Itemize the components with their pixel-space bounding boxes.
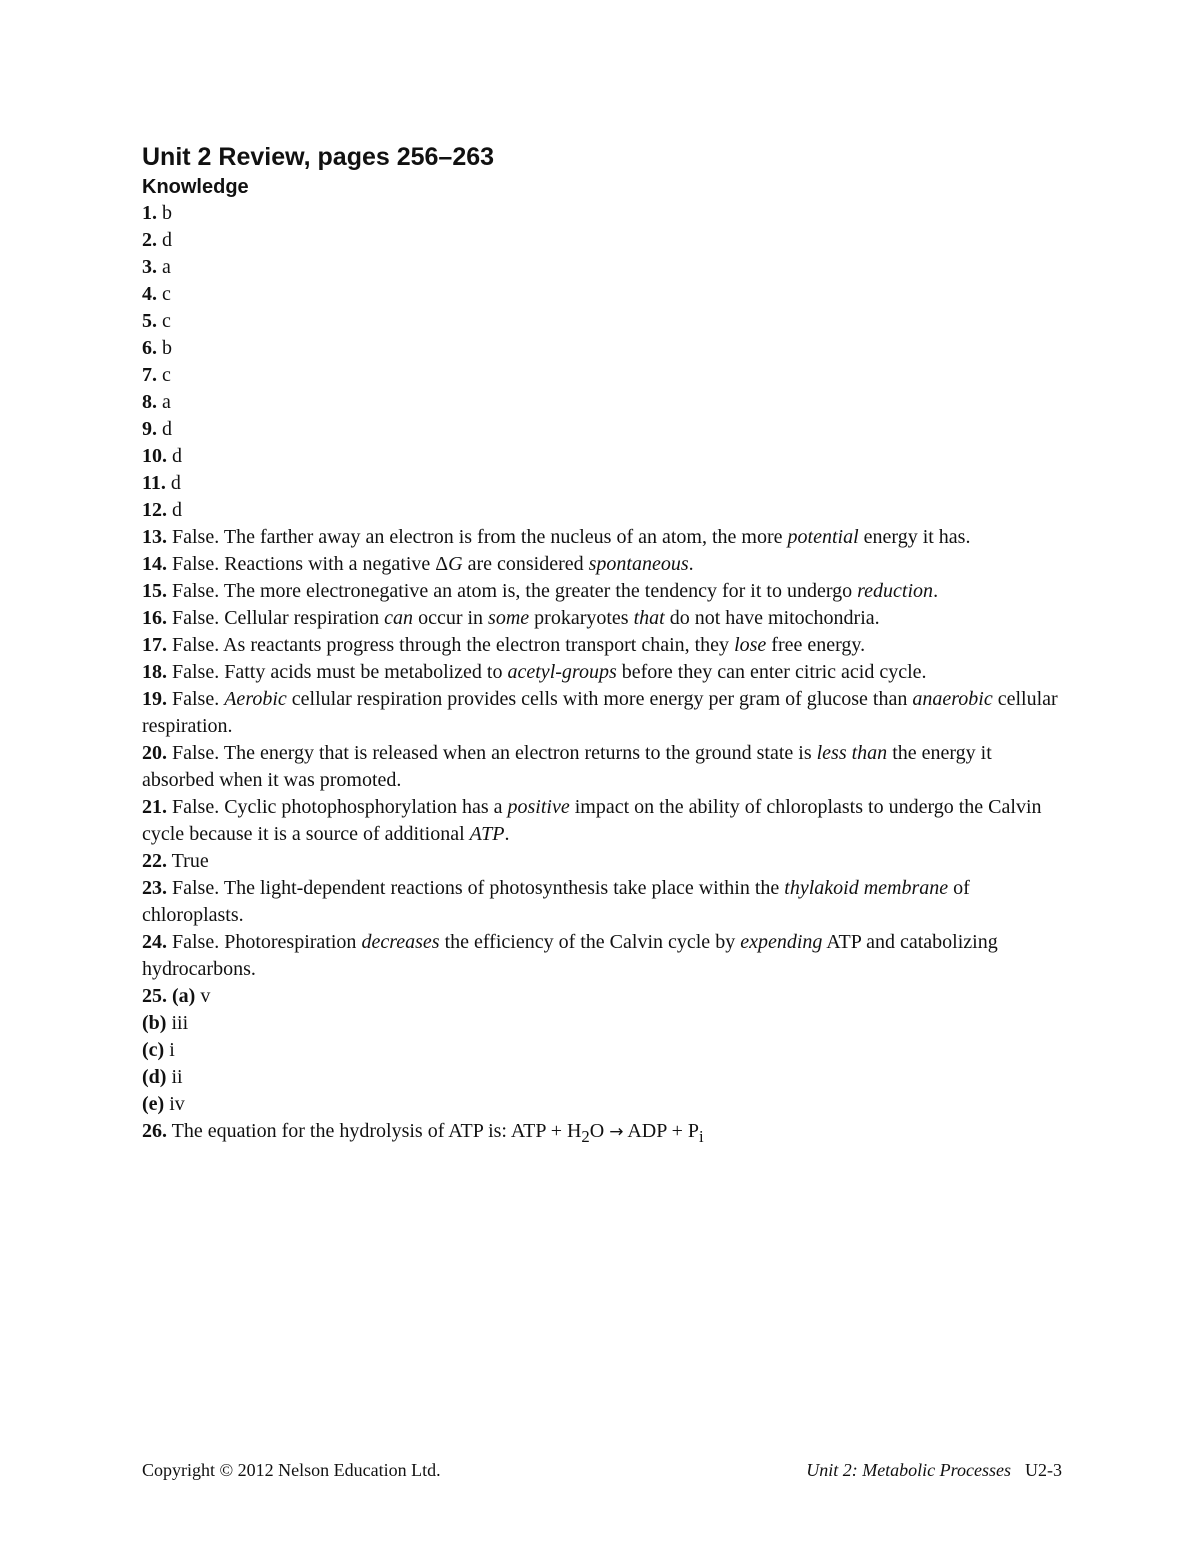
answer-5: 5. c — [142, 310, 171, 332]
answer-7: 7. c — [142, 364, 171, 386]
page-content — [142, 140, 1062, 1150]
answer-25-part: (b) iii — [142, 1012, 189, 1034]
answer-6: 6. b — [142, 337, 172, 359]
answer-1: 1. b — [142, 202, 172, 224]
answer-13: 13. False. The farther away an electron is from the nucleus of an atom, the more potential energy it has. — [142, 526, 971, 548]
answer-25 — [142, 983, 1062, 1118]
answer-24: 24. False. Photorespiration decreases the efficiency of the Calvin cycle by expending ATP and catabolizing hydrocarbons. — [142, 931, 998, 980]
answer-25-part: (c) i — [142, 1039, 175, 1061]
page-label — [806, 1458, 1062, 1482]
answer-14: 14. False. Reactions with a negative ΔG are considered spontaneous. — [142, 553, 694, 575]
short-answer-list — [142, 200, 1062, 524]
answer-23: 23. False. The light-dependent reactions of photosynthesis take place within the thylakoid membrane of chloroplasts. — [142, 877, 970, 926]
answer-3: 3. a — [142, 256, 171, 278]
answer-16: 16. False. Cellular respiration can occur in some prokaryotes that do not have mitochondria. — [142, 607, 880, 629]
page-number: U2-3 — [1025, 1460, 1062, 1480]
answer-26: 26. The equation for the hydrolysis of ATP is: ATP + $H_2O$ → ADP + $P_i$ — [142, 1120, 704, 1146]
answer-9: 9. d — [142, 418, 172, 440]
answer-20: 20. False. The energy that is released when an electron returns to the ground state is less than the energy it absorbed when it was promoted. — [142, 742, 992, 791]
answer-12: 12. d — [142, 499, 182, 521]
answer-18: 18. False. Fatty acids must be metabolized to acetyl-groups before they can enter citric acid cycle. — [142, 661, 927, 683]
section-heading: Knowledge — [142, 176, 249, 198]
answer-8: 8. a — [142, 391, 171, 413]
answer-10: 10. d — [142, 445, 182, 467]
answer-19: 19. False. Aerobic cellular respiration provides cells with more energy per gram of glucose than anaerobic cellular respiration. — [142, 688, 1058, 737]
answer-15: 15. False. The more electronegative an atom is, the greater the tendency for it to undergo reduction. — [142, 580, 939, 602]
answer-2: 2. d — [142, 229, 172, 251]
answer-11: 11. d — [142, 472, 181, 494]
answer-25-part: (e) iv — [142, 1093, 185, 1115]
answer-25-part: (d) ii — [142, 1066, 183, 1088]
answer-4: 4. c — [142, 283, 171, 305]
unit-title: Unit 2: Metabolic Processes — [806, 1460, 1011, 1480]
page-title: Unit 2 Review, pages 256–263 — [142, 143, 495, 171]
answer-25-part: 25. (a) v — [142, 985, 211, 1007]
answer-21: 21. False. Cyclic photophosphorylation has a positive impact on the ability of chloroplasts to undergo the Calvin cycle because it is a source of additional ATP. — [142, 796, 1042, 845]
arrow-icon: → — [609, 1122, 624, 1142]
copyright-notice: Copyright © 2012 Nelson Education Ltd. — [142, 1460, 441, 1480]
answer-22: 22. True — [142, 850, 209, 872]
answer-17: 17. False. As reactants progress through the electron transport chain, they lose free energy. — [142, 634, 866, 656]
